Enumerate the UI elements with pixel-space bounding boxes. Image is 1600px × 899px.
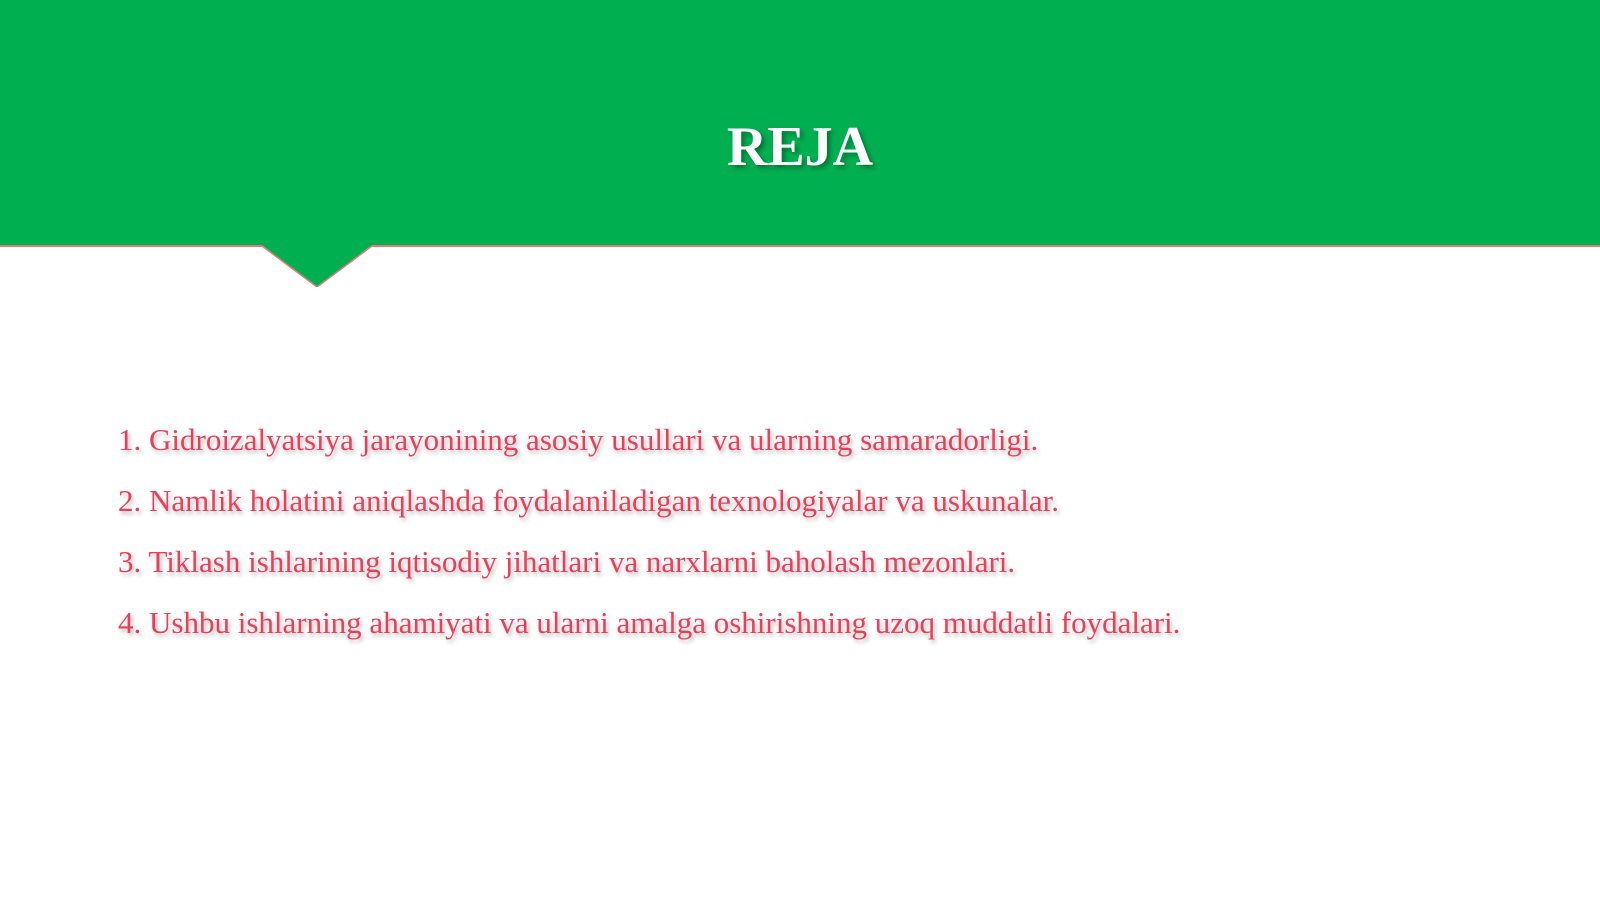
plan-item-4: 4. Ushbu ishlarning ahamiyati va ularni amalga oshirishning uzoq muddatli foydalari. xyxy=(118,605,1181,640)
plan-item-2: 2. Namlik holatini aniqlashda foydalaniladigan texnologiyalar va uskunalar. xyxy=(118,483,1059,518)
slide-title: REJA xyxy=(726,116,874,178)
header-pointer-notch xyxy=(262,245,372,287)
plan-item-3: 3. Tiklash ishlarining iqtisodiy jihatlari va narxlarni baholash mezonlari. xyxy=(118,544,1016,579)
plan-item-1: 1. Gidroizalyatsiya jarayonining asosiy usullari va ularning samaradorligi. xyxy=(118,422,1039,457)
plan-list xyxy=(118,420,1518,664)
